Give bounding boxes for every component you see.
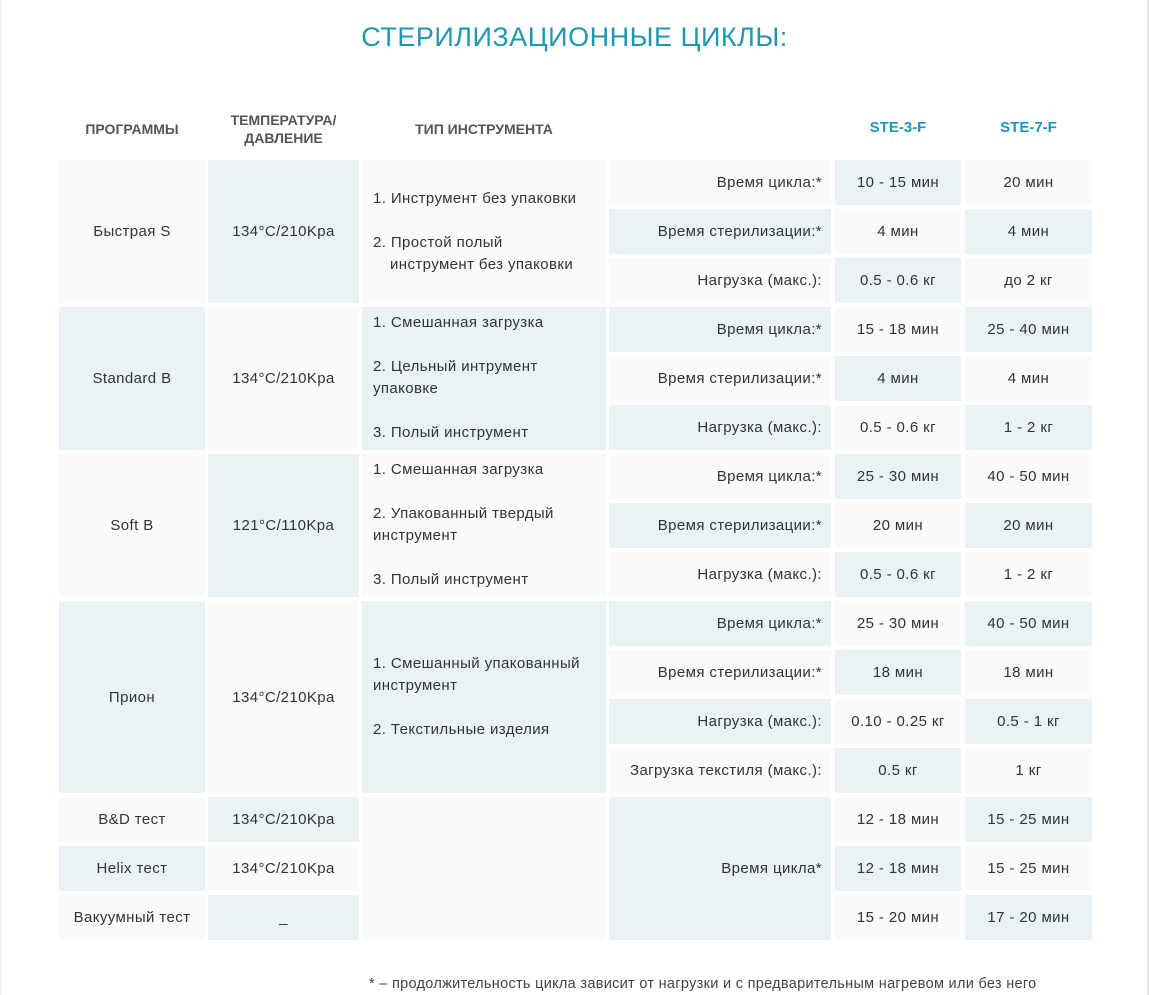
value-ste3f: 0.5 - 0.6 кг bbox=[835, 258, 961, 303]
temperature-cell: 121°C/110Kpa bbox=[208, 454, 359, 597]
value-ste3f: 4 мин bbox=[835, 356, 961, 401]
instrument-line: 2. Простой полый bbox=[373, 234, 503, 251]
temperature-cell: _ bbox=[208, 895, 359, 940]
value-ste3f: 0.10 - 0.25 кг bbox=[835, 699, 961, 744]
program-cell: Быстрая S bbox=[59, 160, 205, 303]
header-temperature-line2: ДАВЛЕНИЕ bbox=[244, 130, 323, 146]
value-ste7f: 4 мин bbox=[965, 356, 1092, 401]
temperature-cell: 134°C/210Kpa bbox=[208, 846, 359, 891]
instrument-line: инструмент bbox=[373, 677, 458, 694]
instrument-line: 1. Смешанная загрузка bbox=[373, 461, 544, 478]
value-ste3f: 0.5 - 0.6 кг bbox=[835, 552, 961, 597]
program-cell: Вакуумный тест bbox=[59, 895, 205, 940]
value-ste7f: 15 - 25 мин bbox=[965, 846, 1092, 891]
instrument-type-cell bbox=[362, 454, 606, 597]
value-ste7f: до 2 кг bbox=[965, 258, 1092, 303]
value-ste3f: 10 - 15 мин bbox=[835, 160, 961, 205]
program-cell: Standard B bbox=[59, 307, 205, 450]
value-ste3f: 20 мин bbox=[835, 503, 961, 548]
value-ste7f: 20 мин bbox=[965, 503, 1092, 548]
page-title: СТЕРИЛИЗАЦИОННЫЕ ЦИКЛЫ: bbox=[361, 22, 788, 52]
value-ste7f: 1 - 2 кг bbox=[965, 552, 1092, 597]
instrument-line: 1. Смешанный упакованный bbox=[373, 655, 580, 672]
value-ste3f: 12 - 18 мин bbox=[835, 846, 961, 891]
program-cell: Прион bbox=[59, 601, 205, 793]
parameter-label: Время цикла:* bbox=[609, 601, 831, 646]
parameter-label: Время цикла:* bbox=[609, 160, 831, 205]
instrument-line: 3. Полый инструмент bbox=[373, 571, 529, 588]
instrument-line: 2. Цельный интрумент bbox=[373, 358, 538, 375]
parameter-label: Время цикла:* bbox=[609, 307, 831, 352]
instrument-type-cell bbox=[362, 160, 606, 303]
instrument-line: 3. Полый инструмент bbox=[373, 424, 529, 441]
instrument-type-cell bbox=[362, 307, 606, 450]
temperature-cell: 134°C/210Kpa bbox=[208, 160, 359, 303]
program-cell: Helix тест bbox=[59, 846, 205, 891]
value-ste3f: 25 - 30 мин bbox=[835, 454, 961, 499]
value-ste7f: 18 мин bbox=[965, 650, 1092, 695]
value-ste3f: 0.5 кг bbox=[835, 748, 961, 793]
parameter-label: Время стерилизации:* bbox=[609, 356, 831, 401]
header-temperature bbox=[208, 111, 359, 147]
program-cell: Soft B bbox=[59, 454, 205, 597]
value-ste3f: 0.5 - 0.6 кг bbox=[835, 405, 961, 450]
parameter-label: Время стерилизации:* bbox=[609, 650, 831, 695]
parameter-label-tests: Время цикла* bbox=[609, 797, 831, 940]
value-ste7f: 25 - 40 мин bbox=[965, 307, 1092, 352]
instrument-line: 1. Смешанная загрузка bbox=[373, 314, 544, 331]
parameter-label: Время цикла:* bbox=[609, 454, 831, 499]
header-model-ste3f: STE-3-F bbox=[869, 119, 927, 136]
instrument-line: 2. Упакованный твердый bbox=[373, 505, 554, 522]
value-ste7f: 17 - 20 мин bbox=[965, 895, 1092, 940]
instrument-type-cell bbox=[362, 601, 606, 793]
instrument-line: упаковке bbox=[373, 380, 439, 397]
temperature-cell: 134°C/210Kpa bbox=[208, 307, 359, 450]
parameter-label: Нагрузка (макс.): bbox=[609, 552, 831, 597]
instrument-line: инструмент без упаковки bbox=[390, 256, 574, 273]
value-ste3f: 4 мин bbox=[835, 209, 961, 254]
footnote: * – продолжительность цикла зависит от нагрузки и с предварительным нагревом или без него bbox=[369, 976, 1037, 992]
value-ste7f: 1 кг bbox=[965, 748, 1092, 793]
temperature-cell: 134°C/210Kpa bbox=[208, 797, 359, 842]
instrument-line: 2. Текстильные изделия bbox=[373, 721, 550, 738]
value-ste7f: 20 мин bbox=[965, 160, 1092, 205]
value-ste7f: 40 - 50 мин bbox=[965, 601, 1092, 646]
value-ste7f: 40 - 50 мин bbox=[965, 454, 1092, 499]
header-programs: ПРОГРАММЫ bbox=[85, 121, 179, 137]
parameter-label: Нагрузка (макс.): bbox=[609, 405, 831, 450]
parameter-label: Нагрузка (макс.): bbox=[609, 699, 831, 744]
value-ste3f: 15 - 18 мин bbox=[835, 307, 961, 352]
value-ste3f: 12 - 18 мин bbox=[835, 797, 961, 842]
temperature-cell: 134°C/210Kpa bbox=[208, 601, 359, 793]
value-ste7f: 0.5 - 1 кг bbox=[965, 699, 1092, 744]
parameter-label: Загрузка текстиля (макс.): bbox=[609, 748, 831, 793]
value-ste7f: 15 - 25 мин bbox=[965, 797, 1092, 842]
header-temperature-line1: ТЕМПЕРАТУРА/ bbox=[230, 112, 337, 128]
instrument-type-cell-empty bbox=[362, 797, 606, 940]
value-ste3f: 18 мин bbox=[835, 650, 961, 695]
instrument-line: 1. Инструмент без упаковки bbox=[373, 190, 577, 207]
header-instrument-type: ТИП ИНСТРУМЕНТА bbox=[415, 121, 553, 137]
parameter-label: Время стерилизации:* bbox=[609, 209, 831, 254]
program-cell: B&D тест bbox=[59, 797, 205, 842]
header-model-ste7f: STE-7-F bbox=[1000, 119, 1057, 136]
value-ste7f: 1 - 2 кг bbox=[965, 405, 1092, 450]
instrument-line: инструмент bbox=[373, 527, 458, 544]
value-ste3f: 25 - 30 мин bbox=[835, 601, 961, 646]
page-border-left bbox=[0, 0, 1, 995]
value-ste7f: 4 мин bbox=[965, 209, 1092, 254]
parameter-label: Время стерилизации:* bbox=[609, 503, 831, 548]
parameter-label: Нагрузка (макс.): bbox=[609, 258, 831, 303]
value-ste3f: 15 - 20 мин bbox=[835, 895, 961, 940]
